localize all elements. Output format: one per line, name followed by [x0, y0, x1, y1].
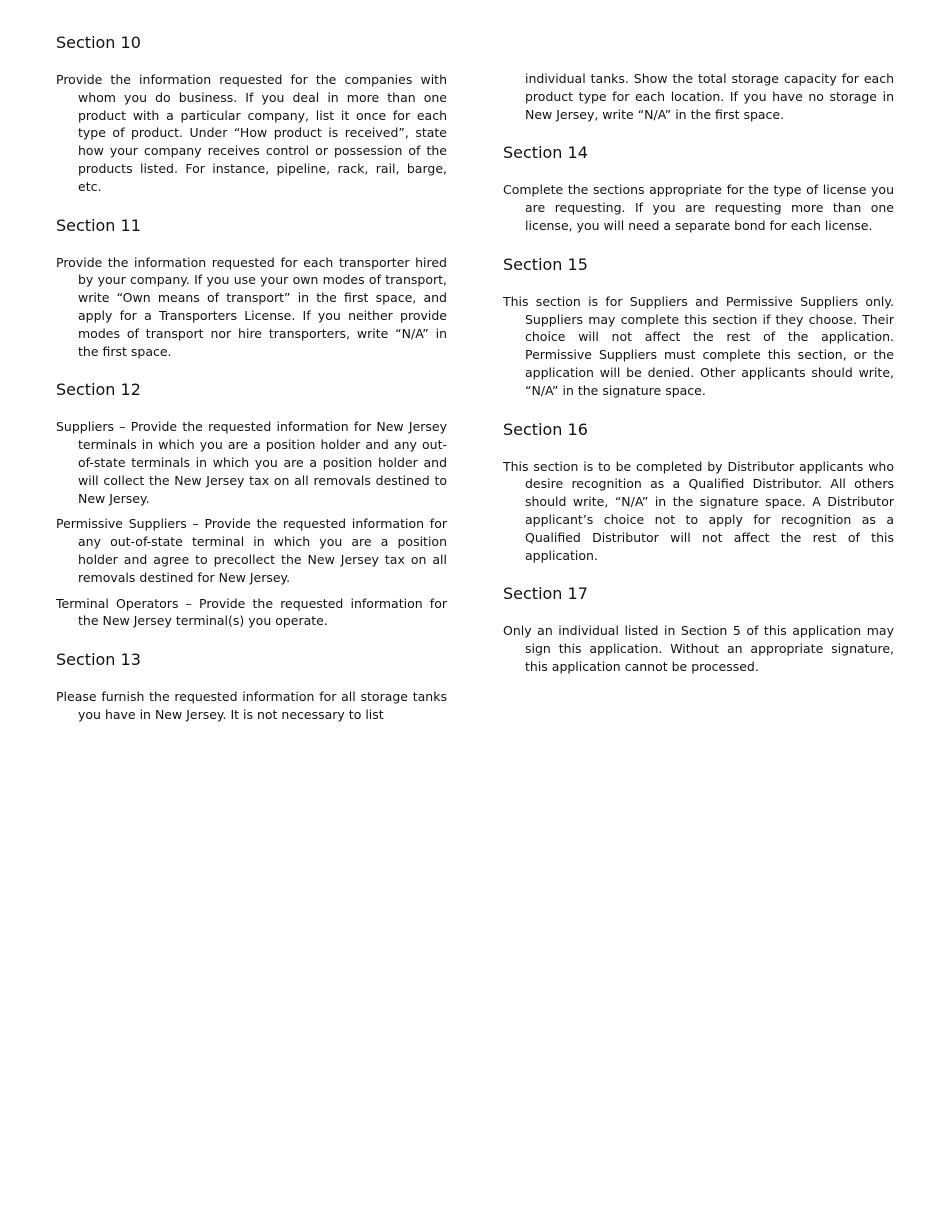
- section-paragraph: Provide the information requested for the companies with whom you do business. If you deal in more than one product with a particular company, list it once for each type of product. Under “How product is received”, state how your company receives control or possession of the products listed. For instance, pipeline, rack, rail, barge, etc.: [56, 72, 447, 194]
- section-paragraph: This section is to be completed by Distributor applicants who desire recognition as a Qualified Distributor. All others should write, “N/A” in the signature space. A Distributor applicant’s choice not to apply for recognition as a Qualified Distributor will not affect the rest of this application.: [503, 458, 894, 563]
- section-heading: Section 13: [56, 650, 141, 670]
- section-15: [503, 255, 894, 400]
- continuation-paragraph: individual tanks. Show the total storage capacity for each product type for each location. If you have no storage in New Jersey, write “N/A” in the first space.: [525, 71, 894, 122]
- suppliers-paragraph: Suppliers – Provide the requested information for New Jersey terminals in which you are a position holder and any out-of-state terminals in which you are a position holder and will collect the New Jersey tax on all removals destined to New Jersey.: [56, 419, 447, 506]
- section-heading: Section 11: [56, 215, 141, 235]
- section-12: [56, 380, 447, 630]
- terminal-operators-paragraph: Terminal Operators – Provide the requested information for the New Jersey terminal(s) you operate.: [56, 595, 447, 629]
- section-11: [56, 216, 447, 361]
- section-heading: Section 14: [503, 143, 588, 163]
- permissive-suppliers-paragraph: Permissive Suppliers – Provide the requested information for any out-of-state terminal in which you are a position holder and agree to precollect the New Jersey tax on all removals destined for New Jersey.: [56, 516, 447, 585]
- section-13: [56, 650, 447, 724]
- section-paragraph: Provide the information requested for each transporter hired by your company. If you use your own modes of transport, write “Own means of transport” in the first space, and apply for a Transporters License. If you neither provide modes of transport nor hire transporters, write “N/A” in the first space.: [56, 254, 447, 359]
- section-paragraph: Please furnish the requested information for all storage tanks you have in New Jersey. It is not necessary to list: [56, 689, 447, 722]
- section-17: [503, 584, 894, 675]
- section-13-continuation: [503, 70, 894, 123]
- section-16: [503, 420, 894, 565]
- section-paragraph: Complete the sections appropriate for the type of license you are requesting. If you are requesting more than one license, you will need a separate bond for each license.: [503, 182, 894, 233]
- section-heading: Section 16: [503, 419, 588, 439]
- section-10: [56, 33, 447, 196]
- left-column: [56, 33, 447, 744]
- section-heading: Section 17: [503, 584, 588, 604]
- section-heading: Section 10: [56, 33, 141, 52]
- section-paragraph: Only an individual listed in Section 5 of this application may sign this application. Without an appropriate signature, this application cannot be processed.: [503, 623, 894, 674]
- section-heading: Section 12: [56, 380, 141, 400]
- section-heading: Section 15: [503, 254, 588, 274]
- section-paragraph: This section is for Suppliers and Permissive Suppliers only. Suppliers may complete this section if they choose. Their choice will not affect the rest of the application. Permissive Suppliers must complete this section, or the application will be denied. Other applicants should write, “N/A” in the signature space.: [503, 293, 894, 398]
- section-14: [503, 143, 894, 234]
- right-column: [503, 70, 894, 696]
